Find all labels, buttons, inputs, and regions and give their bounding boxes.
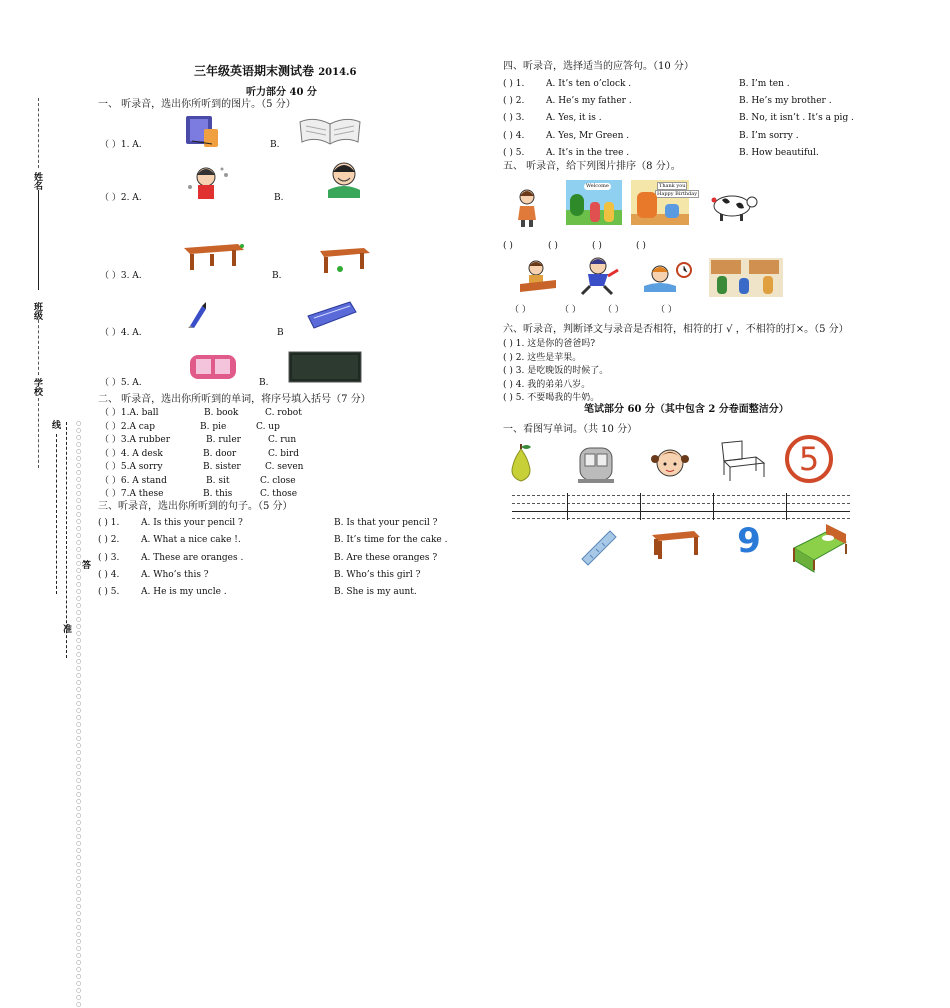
boy-happy-icon [320, 160, 368, 200]
sec5-brackets-top: ( ) ( ) ( ) ( ) [503, 241, 646, 251]
classroom-scene [709, 258, 783, 297]
sec3-item-4: ( ) 4. [98, 569, 120, 580]
page-title: 三年级英语期末测试卷 2014.6 [194, 64, 357, 78]
number-nine-icon: 9 [737, 521, 761, 561]
sec1-item-5: （ ）5. A. [100, 378, 142, 388]
desk-icon [650, 527, 702, 561]
desk-b-icon [318, 245, 372, 275]
sec4-list: ( ) 1. A. It’s ten o’clock . B. I’m ten . ( ) 2. A. He’s my father . B. He’s my brother . ( ) 3. A. Yes, it is . B. No, it isn’t . It’s a pig . ( ) 4. A. Yes, Mr Green . B. I’m sorry . ( ) 5. A. It’s in the tree . B. How beautiful. [503, 79, 854, 158]
book-icon [184, 113, 220, 149]
sec4-heading: 四、听录音，选择适当的应答句。（10 分） [503, 61, 694, 72]
sec1-item-1: （ ）1. A. [100, 140, 142, 150]
boy-desk-icon [518, 258, 558, 296]
sec6-item-4: ( ) 4. 我的弟弟八岁。 [503, 379, 591, 390]
listening-header: 听力部分 40 分 [246, 87, 317, 98]
sec3-heading: 三、听录音，选出你所听到的句子。（5 分） [98, 501, 293, 512]
girl-standing-icon [512, 188, 542, 228]
sec1-item-3-b: B. [272, 271, 282, 281]
welcome-scene [566, 180, 622, 225]
sec4-item-4: ( ) 4. [503, 130, 525, 141]
boy-clock-icon [640, 260, 692, 296]
girl-cold-icon [186, 165, 232, 201]
number-five-text: 5 [798, 440, 820, 478]
pencil-case-icon [304, 300, 358, 330]
sec6-item-2: ( ) 2. 这些是苹果。 [503, 352, 582, 363]
ruler-icon [578, 527, 620, 569]
sec1-item-5-b: B. [259, 378, 269, 388]
chair-icon [712, 439, 768, 483]
sec1-item-2-b: B. [274, 193, 284, 203]
seal-answer-label: 答 [80, 560, 90, 569]
sec3-list: ( ) 1. A. Is this your pencil ? B. Is that your pencil ? ( ) 2. A. What a nice cake !. B. It’s time for the cake . ( ) 3. A. These are oranges . B. Are these oranges ? ( ) 4. A. Who’s this ? B. Who’s this girl ? ( ) 5. A. He is my uncle . B. She is my aunt. [98, 518, 448, 598]
sec2-item-5: （ ）5.A sorry [100, 462, 163, 472]
seal-no-label: 准 [61, 624, 71, 633]
sec4-item-2: ( ) 2. [503, 96, 525, 107]
welcome-bubble: Welcome [586, 183, 609, 189]
window-pink-icon [188, 353, 238, 381]
sec1-item-3: （ ）3. A. [100, 271, 142, 281]
blackboard-icon [288, 351, 362, 383]
sec2-item-6: （ ）6. A stand [100, 475, 167, 486]
written1-heading: 一、看图写单词。（共 10 分） [503, 424, 638, 435]
sec1-item-4-b: B [277, 328, 284, 338]
window-icon [576, 446, 616, 486]
sec3-item-5: ( ) 5. [98, 587, 120, 598]
sec2-list: （ ）1.A. ball B. book C. robot （ ）2.A cap B. pie C. up （ ）3.A rubber B. ruler C. run （ ）4. A desk B. door C. bird （ ）5.A sorry B. sister C. seven （ ）6. A stand B. sit C. close （ ）7.A these B. this C. those [100, 408, 304, 499]
sec5-brackets-bottom: （ ） （ ） （ ） （ ） [510, 305, 677, 315]
sec6-item-1: ( ) 1. 这是你的爸爸吗? [503, 339, 596, 349]
sec3-item-2: ( ) 2. [98, 535, 120, 546]
boy-running-icon [576, 256, 620, 296]
sec1-item-1-b: B. [270, 140, 280, 150]
seal-line-label: 线 [50, 420, 60, 429]
sec5-heading: 五、 听录音，给下列图片排序（8 分）。 [503, 161, 681, 172]
open-book-icon [298, 116, 362, 146]
sec2-item-4: （ ）4. A desk [100, 448, 163, 459]
sec2-item-3: （ ）3.A rubber [100, 435, 171, 445]
sec4-item-1: ( ) 1. [503, 79, 525, 89]
crayon-icon [184, 300, 210, 330]
bed-icon [790, 520, 848, 572]
birthday-bubble: Happy Birthday [657, 191, 698, 197]
girl-face-icon [650, 443, 690, 481]
sec2-item-2: （ ）2.A cap [100, 421, 155, 432]
sec2-item-7: （ ）7.A these [100, 489, 164, 499]
seal-dots: ○○○○○○○○○○○○○○○○○○○○○○○○○○○○○○○○○○○○○○○○○○○○○○○○○○○○○○○○○○○○○○○○○○○○○○○○○○○○○○○○○○○○ [76, 420, 82, 1008]
sec2-heading: 二、 听录音，选出你所听到的单词，将序号填入括号（7 分） [98, 394, 371, 405]
name-label: 姓名 [32, 172, 42, 190]
school-label: 学校 [32, 378, 42, 396]
sec4-item-3: ( ) 3. [503, 113, 525, 124]
sec1-item-4: （ ）4. A. [100, 328, 142, 338]
pear-icon [505, 443, 537, 485]
class-label: 班级 [32, 302, 42, 320]
desk-a-icon [182, 240, 246, 272]
sec6-heading: 六、听录音，判断译文与录音是否相符，相符的打 √ ，不相符的打×。（5 分） [503, 324, 849, 335]
sec6-item-3: ( ) 3. 是吃晚饭的时候了。 [503, 366, 609, 377]
birthday-scene [631, 180, 698, 225]
sec1-heading: 一、 听录音，选出你所听到的图片。（5 分） [98, 99, 296, 110]
cow-icon [708, 190, 758, 222]
sec3-item-1: ( ) 1. [98, 518, 120, 528]
sec4-item-5: ( ) 5. [503, 147, 525, 158]
thankyou-bubble: Thank you [659, 183, 686, 189]
written-header: 笔试部分 60 分（其中包含 2 分卷面整洁分） [584, 404, 789, 415]
sec2-item-1: （ ）1.A. ball [100, 408, 159, 418]
sec6-list [503, 338, 608, 406]
sec3-item-3: ( ) 3. [98, 552, 120, 563]
sec1-item-2: （ ）2. A. [100, 193, 142, 203]
sec6-item-5: ( ) 5. 不要喝我的牛奶。 [503, 393, 600, 404]
